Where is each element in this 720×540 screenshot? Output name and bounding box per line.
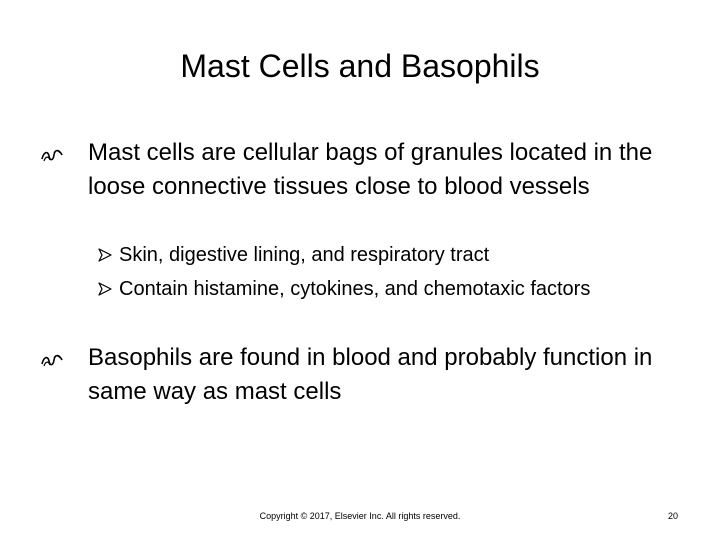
bullet-item xyxy=(40,341,690,409)
bullet-text: Basophils are found in blood and probably function in same way as mast cells xyxy=(88,344,653,405)
sub-bullet-text: Contain histamine, cytokines, and chemotaxic factors xyxy=(119,278,591,300)
bullet-text: Mast cells are cellular bags of granules located in the loose connective tissues close to blood vessels xyxy=(88,139,653,200)
page-number: 20 xyxy=(667,511,678,521)
arrowhead-bullet-icon xyxy=(98,248,112,262)
sub-bullet-item xyxy=(98,274,658,304)
sub-bullet-item xyxy=(98,240,658,270)
arrowhead-bullet-icon xyxy=(98,282,112,296)
bullet-item xyxy=(40,136,690,204)
flourish-bullet-icon xyxy=(40,143,64,167)
slide-title: Mast Cells and Basophils xyxy=(180,48,540,84)
flourish-bullet-icon xyxy=(40,348,64,372)
copyright-footer: Copyright © 2017, Elsevier Inc. All rights reserved. xyxy=(259,511,461,521)
sub-bullet-text: Skin, digestive lining, and respiratory tract xyxy=(119,244,490,266)
